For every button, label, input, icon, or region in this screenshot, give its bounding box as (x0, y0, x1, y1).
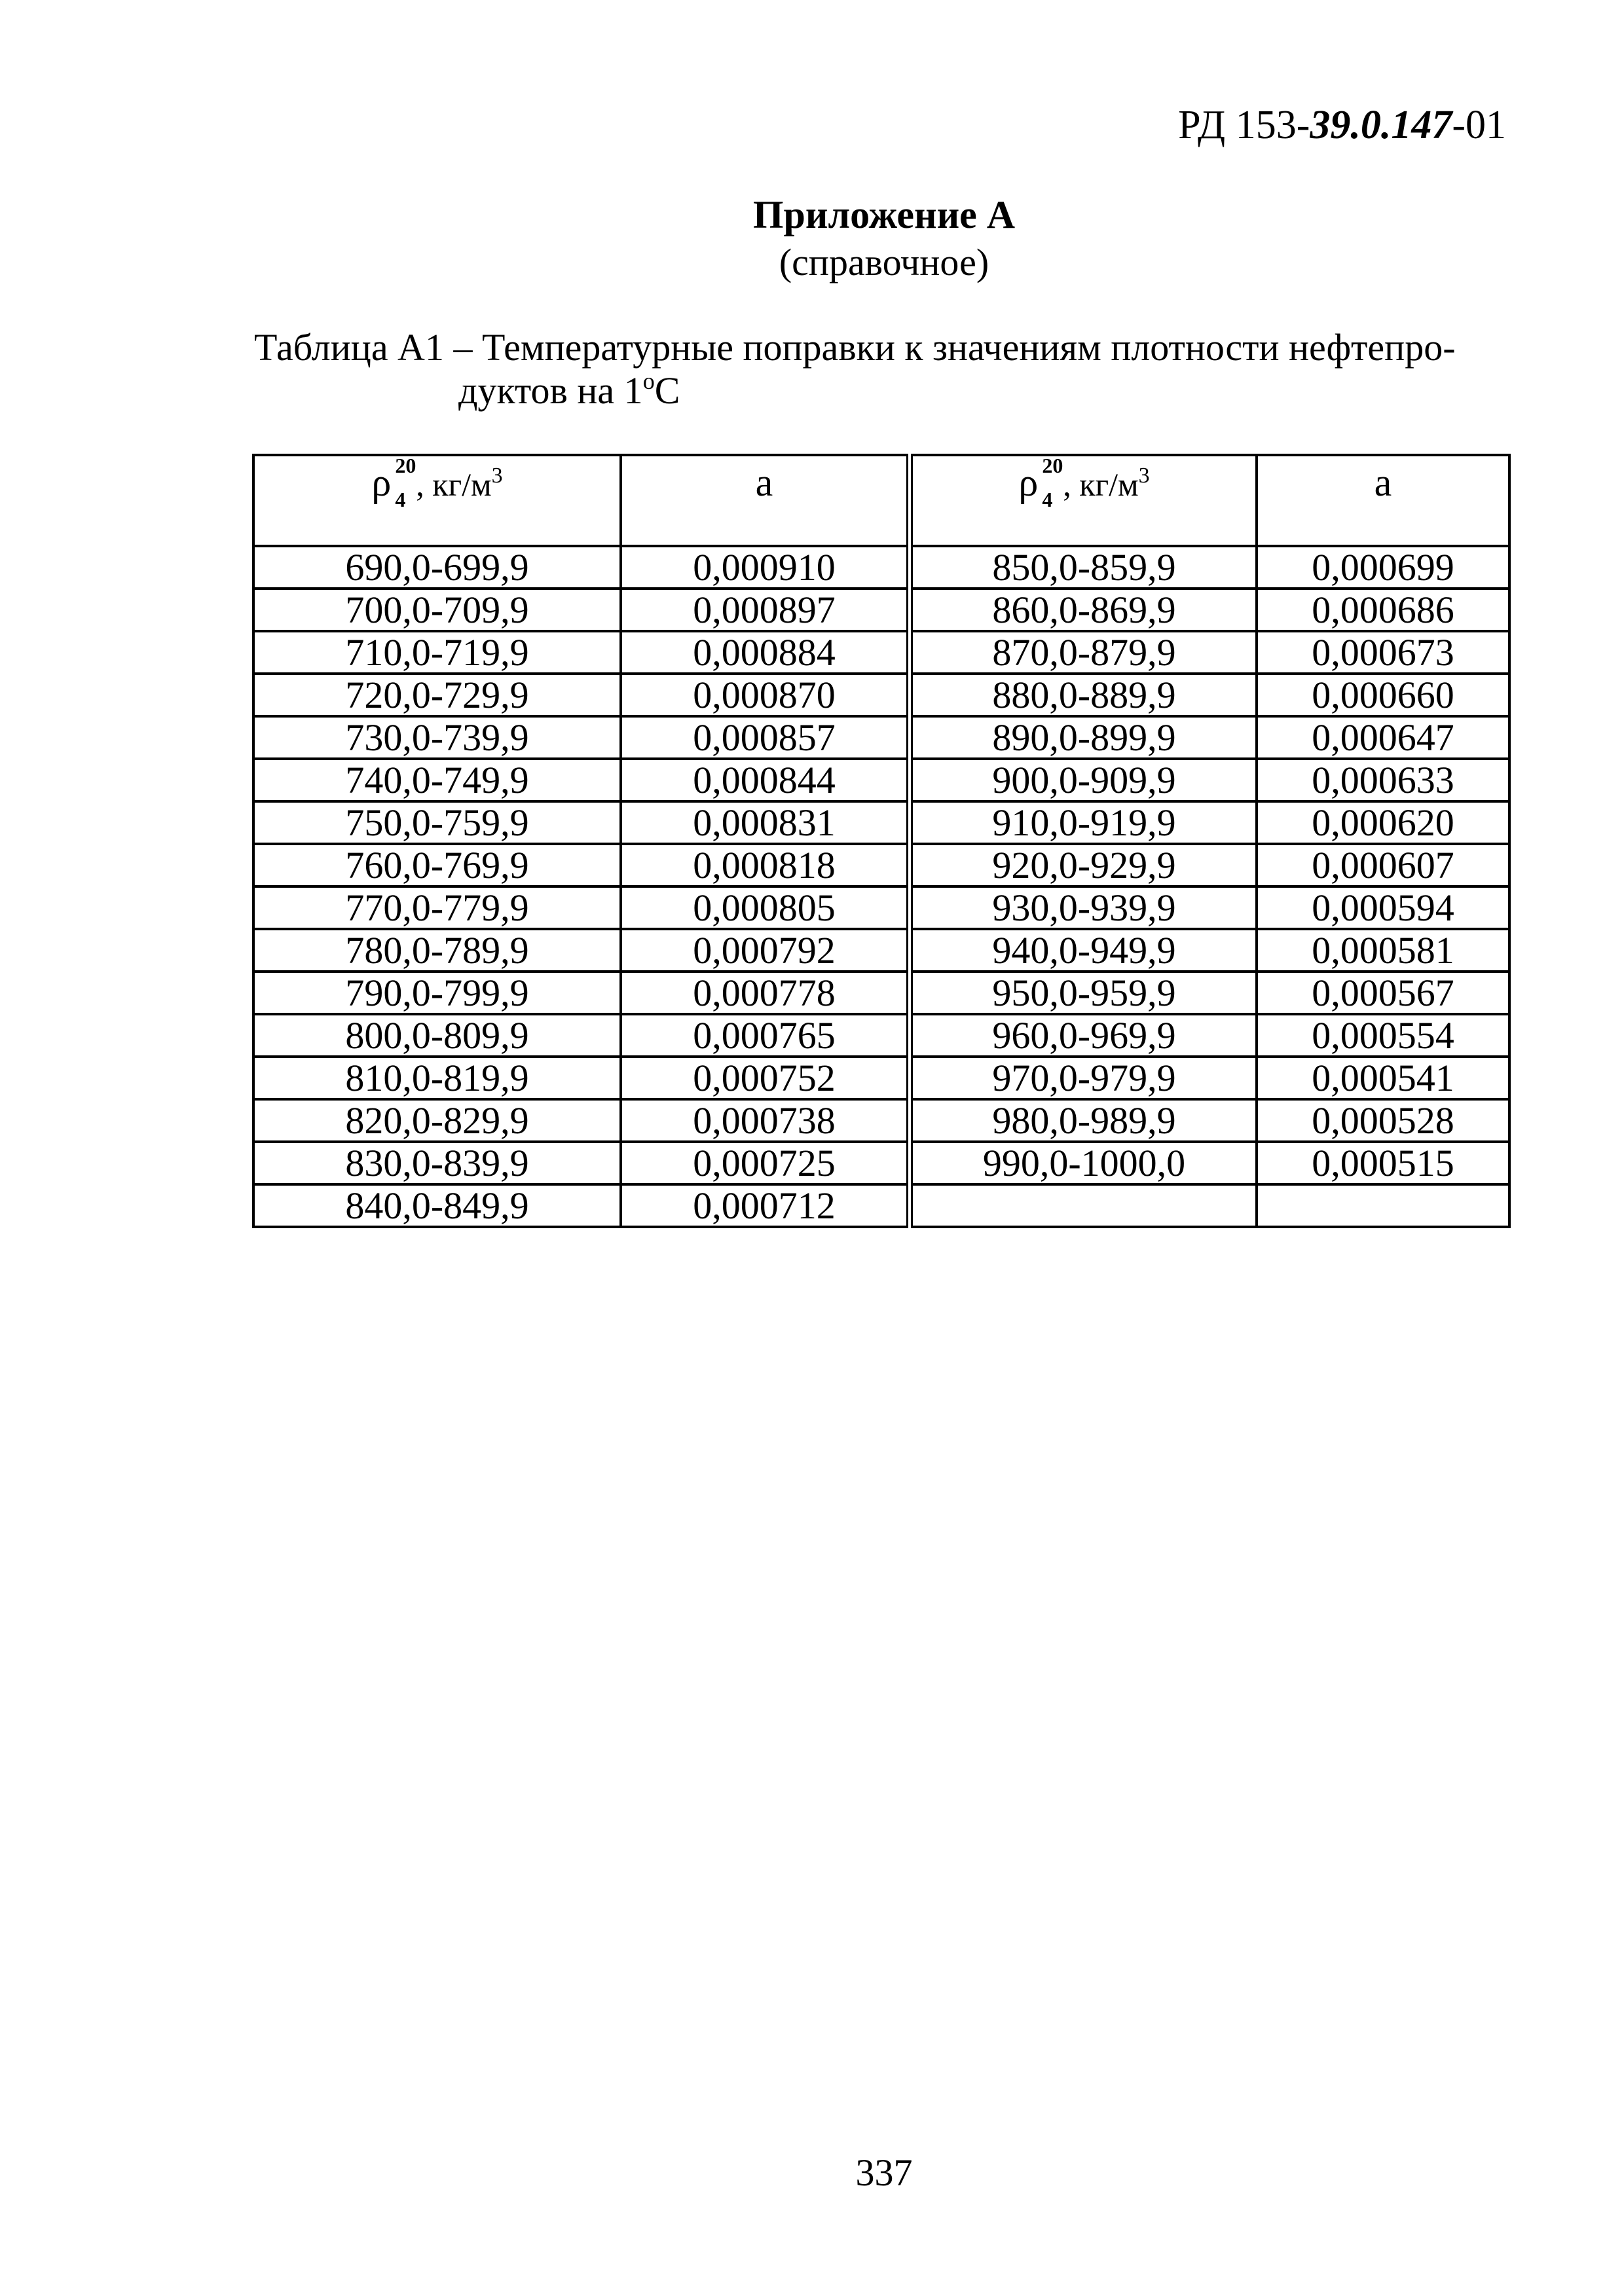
coefficient-cell-left: 0,000870 (621, 674, 910, 716)
coefficient-cell-right: 0,000699 (1257, 546, 1509, 589)
coefficient-cell-right: 0,000554 (1257, 1014, 1509, 1057)
header-density-right (910, 455, 1257, 546)
coefficient-cell-left: 0,000765 (621, 1014, 910, 1057)
coefficient-cell-right: 0,000528 (1257, 1099, 1509, 1142)
table-row (253, 1184, 1509, 1227)
coefficient-cell-left: 0,000805 (621, 886, 910, 929)
coefficient-cell-right: 0,000660 (1257, 674, 1509, 716)
rho-letter: ρ (1018, 461, 1039, 504)
density-cell-left: 800,0-809,9 (253, 1014, 621, 1057)
density-cell-left: 820,0-829,9 (253, 1099, 621, 1142)
rho-symbol (1018, 454, 1063, 511)
coefficient-cell-right: 0,000594 (1257, 886, 1509, 929)
coefficient-cell-left: 0,000844 (621, 759, 910, 801)
coefficient-cell-right: 0,000541 (1257, 1057, 1509, 1099)
appendix-title: Приложение А (752, 193, 1016, 236)
density-cell-right: 960,0-969,9 (910, 1014, 1257, 1057)
coefficient-cell-left: 0,000712 (621, 1184, 910, 1227)
table-header-row (253, 455, 1509, 546)
rho-symbol (371, 454, 416, 511)
density-cell-right: 920,0-929,9 (910, 844, 1257, 886)
coefficient-cell-right: 0,000633 (1257, 759, 1509, 801)
density-unit (1063, 466, 1149, 503)
coefficient-cell-right: 0,000647 (1257, 716, 1509, 759)
table-row (253, 759, 1509, 801)
table-row (253, 844, 1509, 886)
coefficient-cell-right: 0,000581 (1257, 929, 1509, 972)
density-cell-left: 750,0-759,9 (253, 801, 621, 844)
density-cell-right: 950,0-959,9 (910, 972, 1257, 1014)
density-cell-left: 700,0-709,9 (253, 589, 621, 631)
density-cell-right: 980,0-989,9 (910, 1099, 1257, 1142)
coefficient-cell-left: 0,000910 (621, 546, 910, 589)
table-row (253, 972, 1509, 1014)
page-number: 337 (855, 2151, 913, 2194)
density-cell-right: 930,0-939,9 (910, 886, 1257, 929)
table-row (253, 886, 1509, 929)
table-row (253, 631, 1509, 674)
table-row (253, 1057, 1509, 1099)
coefficient-cell-right: 0,000515 (1257, 1142, 1509, 1184)
table-row (253, 716, 1509, 759)
density-cell-left: 720,0-729,9 (253, 674, 621, 716)
degree-sign: o (642, 368, 655, 394)
table-caption (254, 326, 1531, 417)
appendix-subtitle: (справочное) (779, 241, 989, 283)
coefficient-cell-left: 0,000792 (621, 929, 910, 972)
rho-letter: ρ (371, 461, 392, 504)
header-density-left (253, 455, 621, 546)
density-cell-left: 840,0-849,9 (253, 1184, 621, 1227)
table-row (253, 1099, 1509, 1142)
table-row (253, 1142, 1509, 1184)
coefficient-cell-left: 0,000857 (621, 716, 910, 759)
coefficient-cell-right: 0,000567 (1257, 972, 1509, 1014)
coefficient-cell-right: 0,000686 (1257, 589, 1509, 631)
coefficient-cell-left: 0,000884 (621, 631, 910, 674)
rho-superscript: 20 (395, 454, 416, 477)
coefficient-cell-right (1257, 1184, 1509, 1227)
caption-line-2-text: дуктов на 1 (458, 369, 643, 412)
density-cell-right: 890,0-899,9 (910, 716, 1257, 759)
header-coefficient-right: а (1257, 455, 1509, 546)
table-row (253, 546, 1509, 589)
coefficient-cell-left: 0,000725 (621, 1142, 910, 1184)
document-code (1178, 105, 1506, 145)
density-cell-left: 790,0-799,9 (253, 972, 621, 1014)
density-unit-power: 3 (491, 464, 503, 488)
density-cell-left: 760,0-769,9 (253, 844, 621, 886)
rho-subscript: 4 (395, 488, 406, 511)
density-cell-left: 810,0-819,9 (253, 1057, 621, 1099)
coefficient-cell-left: 0,000897 (621, 589, 910, 631)
coefficient-cell-right: 0,000673 (1257, 631, 1509, 674)
density-cell-right: 860,0-869,9 (910, 589, 1257, 631)
document-code-suffix: -01 (1452, 103, 1506, 147)
density-cell-right: 940,0-949,9 (910, 929, 1257, 972)
table-row (253, 674, 1509, 716)
table-row (253, 589, 1509, 631)
density-cell-right: 990,0-1000,0 (910, 1142, 1257, 1184)
density-cell-right: 850,0-859,9 (910, 546, 1257, 589)
table-row (253, 801, 1509, 844)
density-cell-left: 710,0-719,9 (253, 631, 621, 674)
density-correction-table (252, 454, 1511, 1228)
coefficient-cell-right: 0,000620 (1257, 801, 1509, 844)
density-cell-right (910, 1184, 1257, 1227)
rho-superscript: 20 (1042, 454, 1063, 477)
caption-celsius: С (654, 369, 680, 412)
density-unit-text: , кг/м (1063, 466, 1139, 503)
coefficient-cell-left: 0,000831 (621, 801, 910, 844)
table-caption-line-1: Таблица А1 – Температурные поправки к значениям плотности нефтепро- (254, 326, 1456, 369)
density-cell-right: 880,0-889,9 (910, 674, 1257, 716)
header-coefficient-left: а (621, 455, 910, 546)
document-code-handwritten: 39.0.147 (1310, 103, 1452, 147)
density-cell-left: 770,0-779,9 (253, 886, 621, 929)
density-unit-power: 3 (1138, 464, 1150, 488)
coefficient-cell-left: 0,000752 (621, 1057, 910, 1099)
document-code-prefix: РД 153- (1178, 103, 1310, 147)
table-body (253, 546, 1509, 1227)
density-cell-left: 730,0-739,9 (253, 716, 621, 759)
table-row (253, 929, 1509, 972)
density-cell-left: 830,0-839,9 (253, 1142, 621, 1184)
density-unit-text: , кг/м (416, 466, 492, 503)
coefficient-cell-right: 0,000607 (1257, 844, 1509, 886)
density-cell-right: 970,0-979,9 (910, 1057, 1257, 1099)
density-cell-right: 910,0-919,9 (910, 801, 1257, 844)
coefficient-cell-left: 0,000818 (621, 844, 910, 886)
density-cell-left: 690,0-699,9 (253, 546, 621, 589)
coefficient-cell-left: 0,000738 (621, 1099, 910, 1142)
coefficient-cell-left: 0,000778 (621, 972, 910, 1014)
density-cell-right: 900,0-909,9 (910, 759, 1257, 801)
density-cell-left: 740,0-749,9 (253, 759, 621, 801)
table-caption-line-2 (254, 369, 1531, 417)
rho-subscript: 4 (1042, 488, 1053, 511)
density-unit (416, 466, 502, 503)
density-cell-right: 870,0-879,9 (910, 631, 1257, 674)
table-row (253, 1014, 1509, 1057)
density-cell-left: 780,0-789,9 (253, 929, 621, 972)
